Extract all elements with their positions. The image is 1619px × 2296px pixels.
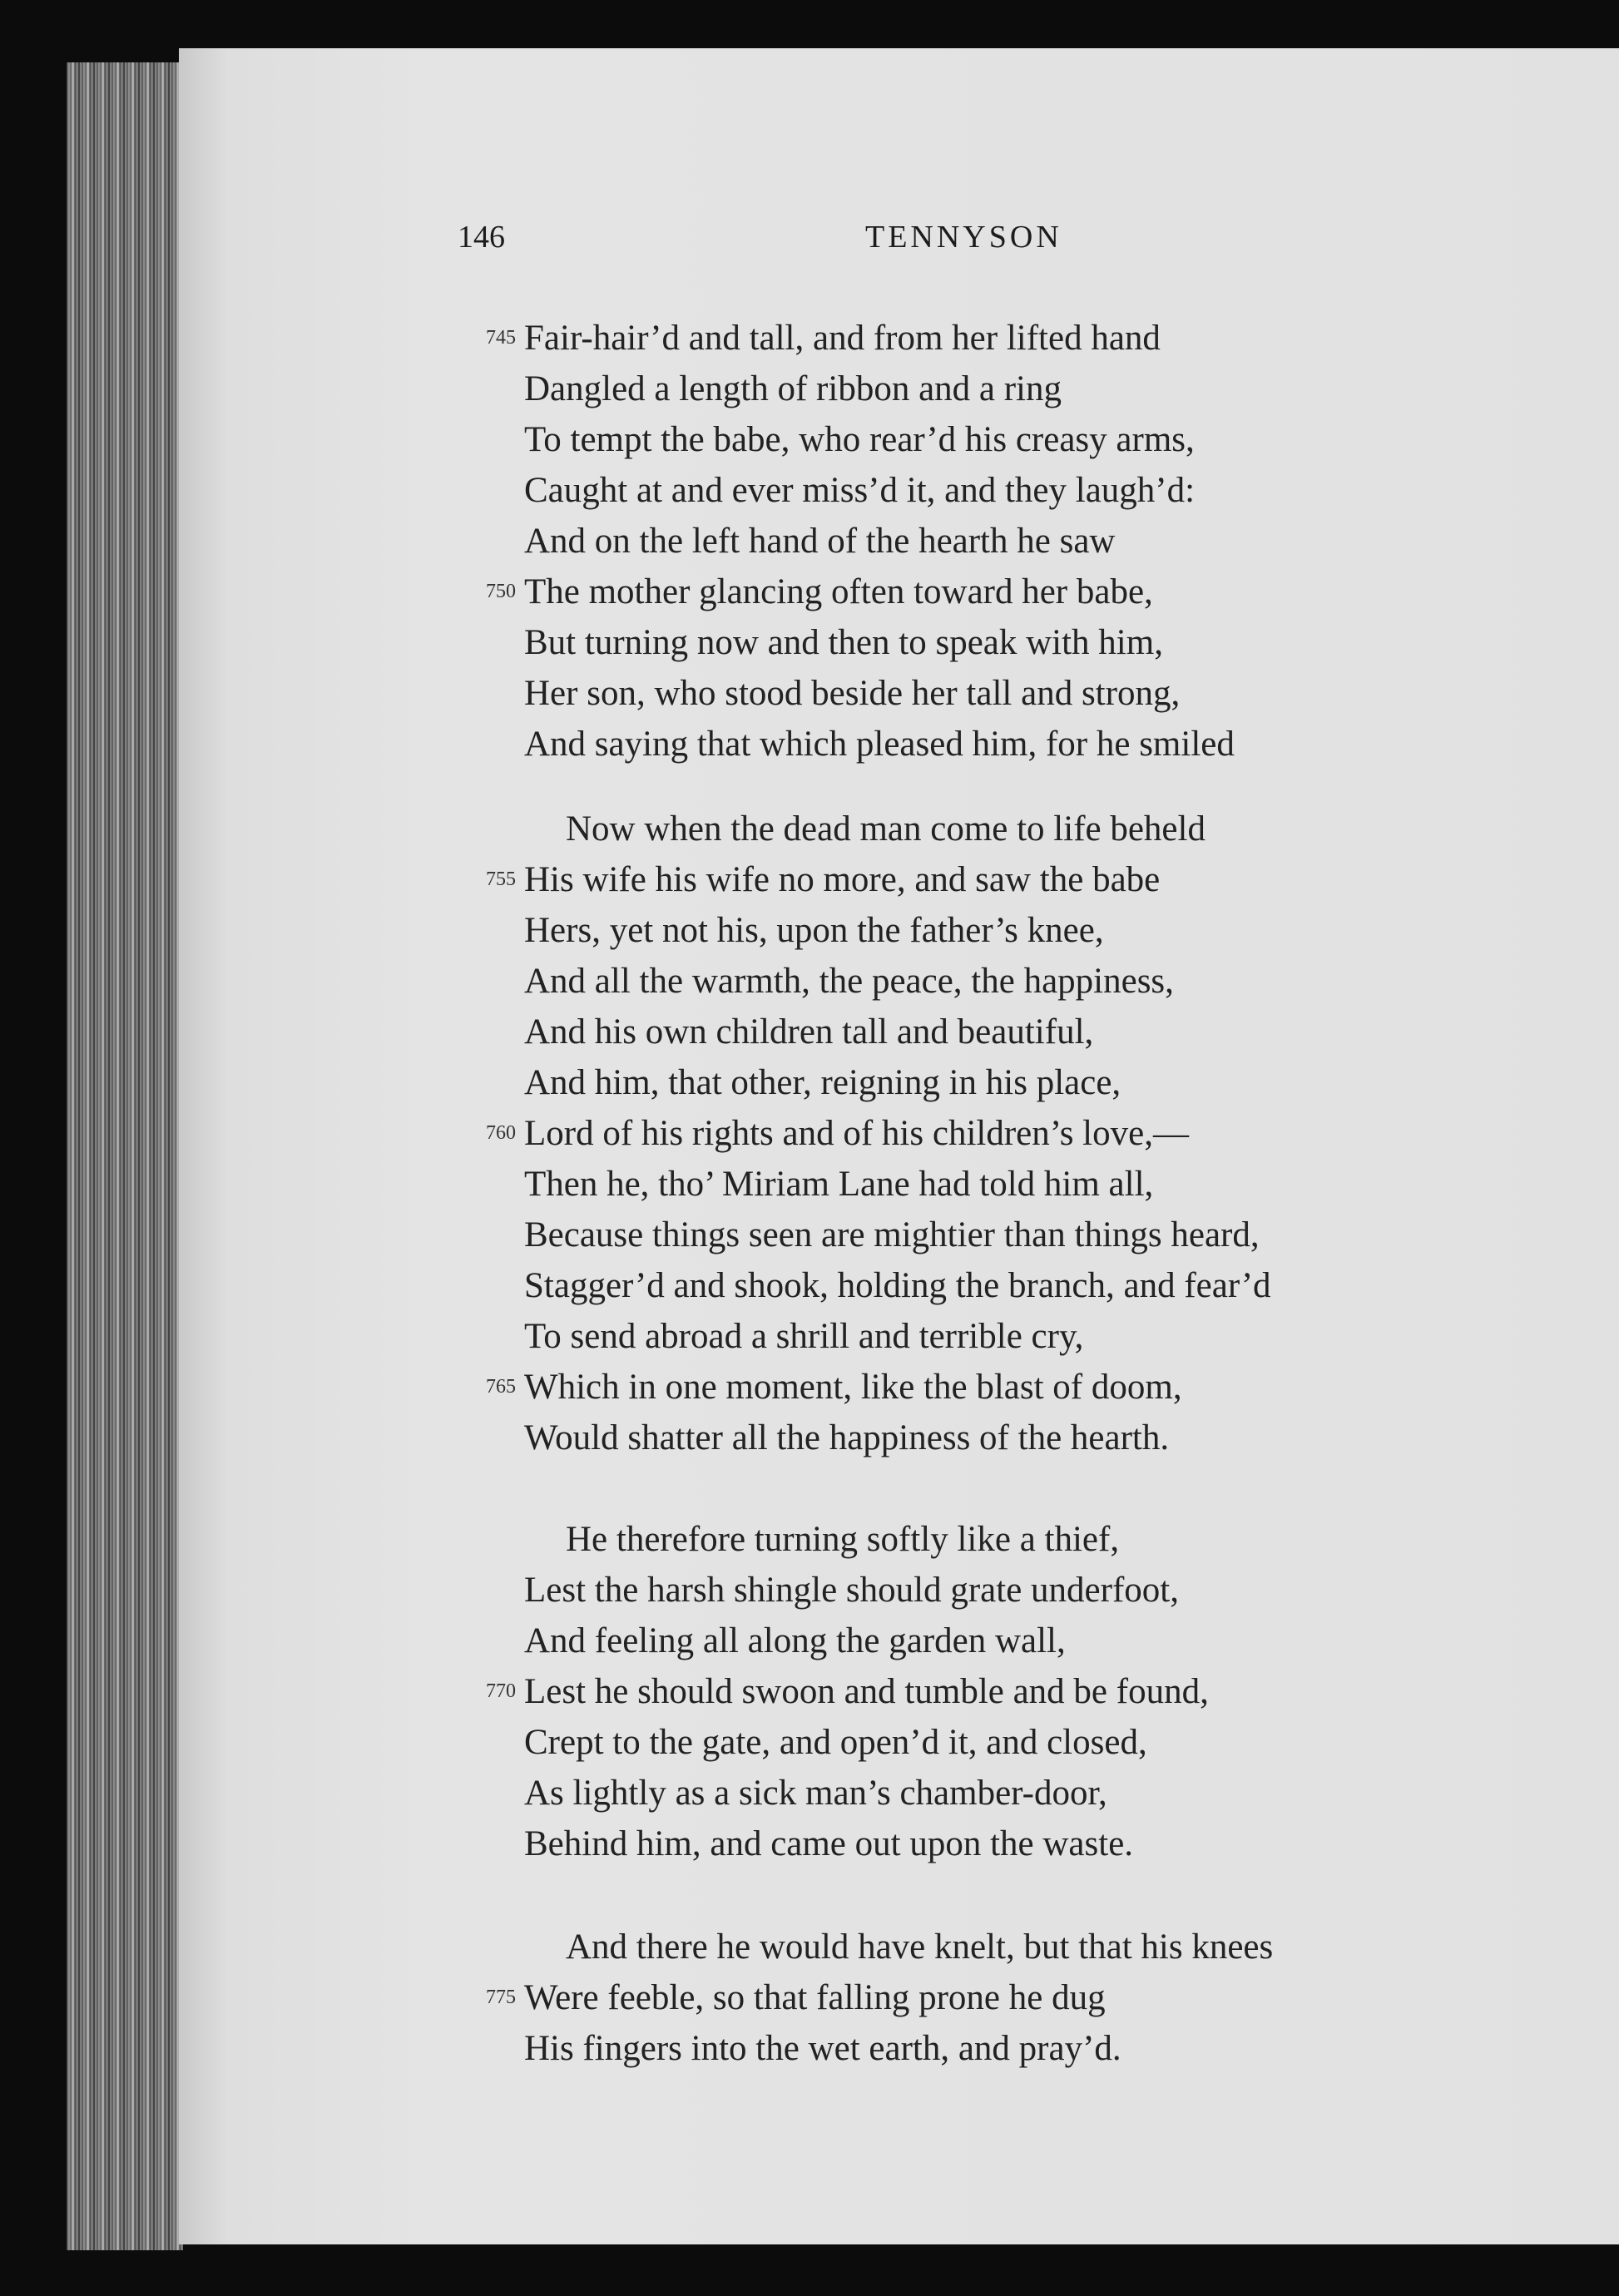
line-text: Now when the dead man come to life beheld (566, 809, 1206, 849)
line-number: 745 (486, 327, 516, 349)
poem-line (486, 567, 1153, 617)
line-text: And all the warmth, the peace, the happiness, (524, 962, 1174, 1001)
line-text: As lightly as a sick man’s chamber-door, (524, 1774, 1107, 1813)
poem-line (524, 465, 1195, 516)
line-text: But turning now and then to speak with him, (524, 623, 1163, 662)
line-number: 765 (486, 1376, 516, 1398)
line-text: His wife his wife no more, and saw the babe (524, 860, 1161, 899)
line-text: To send abroad a shrill and terrible cry, (524, 1317, 1084, 1356)
line-text: Lest he should swoon and tumble and be found, (524, 1672, 1209, 1711)
poem-line (524, 414, 1195, 465)
book-page (179, 48, 1619, 2244)
poem-line (566, 804, 1206, 854)
page-number: 146 (458, 220, 505, 255)
line-text: Because things seen are mightier than things heard, (524, 1215, 1260, 1254)
line-text: And saying that which pleased him, for he smiled (524, 725, 1235, 764)
poem-line (524, 516, 1115, 567)
poem-line (524, 1159, 1153, 1210)
poem-line (524, 1057, 1121, 1108)
line-text: Lord of his rights and of his children’s love,— (524, 1114, 1189, 1153)
poem-line (524, 1818, 1133, 1869)
poem-line (486, 1972, 1106, 2023)
poem-line (566, 1922, 1273, 1972)
poem-line (524, 2023, 1121, 2074)
line-text: Lest the harsh shingle should grate underfoot, (524, 1571, 1179, 1610)
poem-line (486, 1362, 1182, 1413)
line-text: And feeling all along the garden wall, (524, 1621, 1066, 1660)
line-text: Which in one moment, like the blast of doom, (524, 1368, 1182, 1407)
line-text: He therefore turning softly like a thief, (566, 1520, 1120, 1559)
line-text: Her son, who stood beside her tall and strong, (524, 674, 1181, 713)
line-number: 755 (486, 868, 516, 890)
line-text: Dangled a length of ribbon and a ring (524, 369, 1062, 408)
poem-line (524, 364, 1062, 414)
page-header (179, 219, 1619, 260)
poem-line (524, 668, 1180, 719)
line-text: To tempt the babe, who rear’d his creasy arms, (524, 420, 1195, 459)
poem-line (566, 1514, 1119, 1565)
poem-line (524, 1007, 1093, 1057)
line-number: 760 (486, 1122, 516, 1144)
line-number: 775 (486, 1987, 516, 2008)
line-text: And on the left hand of the hearth he saw (524, 522, 1116, 561)
line-text: Then he, tho’ Miriam Lane had told him all, (524, 1165, 1154, 1204)
poem-line (524, 1413, 1169, 1463)
poem-line (524, 617, 1163, 668)
line-text: Would shatter all the happiness of the hearth. (524, 1418, 1170, 1457)
line-number: 750 (486, 581, 516, 602)
poem-line (524, 1565, 1179, 1616)
line-text: Fair-hair’d and tall, and from her lifted hand (524, 319, 1161, 358)
line-text: Crept to the gate, and open’d it, and closed, (524, 1723, 1147, 1762)
line-text: Hers, yet not his, upon the father’s knee, (524, 911, 1104, 950)
poem-line (524, 956, 1174, 1007)
line-number: 770 (486, 1680, 516, 1702)
line-text: Caught at and ever miss’d it, and they laugh’d: (524, 471, 1196, 510)
poem-line (486, 854, 1161, 905)
line-text: And there he would have knelt, but that his knees (566, 1927, 1274, 1967)
poem-line (524, 1768, 1107, 1818)
line-text: And his own children tall and beautiful, (524, 1012, 1094, 1052)
line-text: And him, that other, reigning in his place, (524, 1063, 1121, 1102)
poem-line (524, 1616, 1066, 1666)
poem-line (524, 1311, 1083, 1362)
poem-line (486, 313, 1161, 364)
poem-line (524, 1260, 1271, 1311)
poem-line (524, 1717, 1147, 1768)
poem-line (524, 719, 1235, 769)
poem-line (486, 1108, 1189, 1159)
line-text: The mother glancing often toward her babe, (524, 572, 1153, 611)
line-text: Were feeble, so that falling prone he dug (524, 1978, 1106, 2017)
line-text: Behind him, and came out upon the waste. (524, 1824, 1134, 1863)
poem-line (486, 1666, 1209, 1717)
poem-line (524, 1210, 1260, 1260)
book-page-edges (67, 62, 183, 2250)
line-text: His fingers into the wet earth, and pray’d. (524, 2029, 1121, 2068)
running-title: TENNYSON (865, 220, 1062, 255)
poem-line (524, 905, 1104, 956)
line-text: Stagger’d and shook, holding the branch, and fear’d (524, 1266, 1271, 1305)
